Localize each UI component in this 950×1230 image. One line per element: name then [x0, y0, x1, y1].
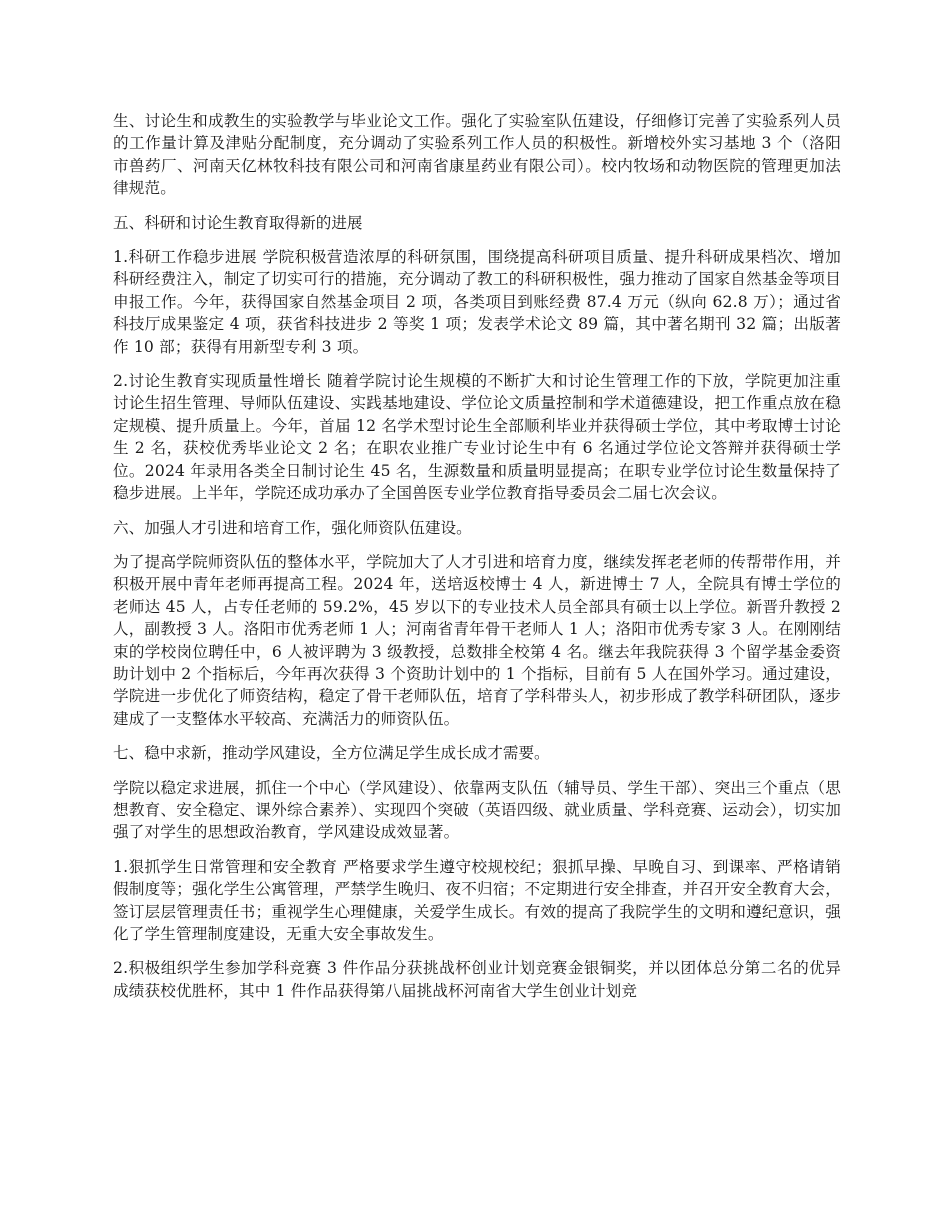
paragraph-study-style-overview: 学院以稳定求进展，抓住一个中心（学风建设）、依靠两支队伍（辅导员、学生干部）、突出三个重点（思想教育、安全稳定、课外综合素养）、实现四个突破（英语四级、就业质量、学科竞赛、运动会），切实加强了对学生的思想政治教育，学风建设成效显著。	[113, 778, 841, 842]
paragraph-graduate-education: 2.讨论生教育实现质量性增长 随着学院讨论生规模的不断扩大和讨论生管理工作的下放，学院更加注重讨论生招生管理、导师队伍建设、实践基地建设、学位论文质量控制和学术道德建设，把工作重点放在稳定规模、提升质量上。今年，首届 12 名学术型讨论生全部顺利毕业并获得硕士学位，其中考取博士讨论生 2 名，获校优秀毕业论文 2 名；在职农业推广专业讨论生中有 6 名通过学位论文答辩并获得硕士学位。2024 年录用各类全日制讨论生 45 名，生源数量和质量明显提高；在职专业学位讨论生数量保持了稳步进展。上半年，学院还成功承办了全国兽医专业学位教育指导委员会二届七次会议。	[113, 372, 841, 503]
paragraph-student-management: 1.狠抓学生日常管理和安全教育 严格要求学生遵守校规校纪；狠抓早操、早晚自习、到课率、严格请销假制度等；强化学生公寓管理，严禁学生晚归、夜不归宿；不定期进行安全排查，并召开安全教育大会，签订层层管理责任书；重视学生心理健康，关爱学生成长。有效的提高了我院学生的文明和遵纪意识，强化了学生管理制度建设，无重大安全事故发生。	[113, 857, 841, 943]
section-heading-research: 五、科研和讨论生教育取得新的进展	[113, 213, 363, 232]
paragraph-competitions: 2.积极组织学生参加学科竞赛 3 件作品分获挑战杯创业计划竞赛金银铜奖，并以团体总分第二名的优异成绩获校优胜杯，其中 1 件作品获得第八届挑战杯河南省大学生创业计划竞	[113, 959, 841, 1000]
paragraph-lab-construction: 生、讨论生和成教生的实验教学与毕业论文工作。强化了实验室队伍建设，仔细修订完善了实验系列人员的工作量计算及津贴分配制度，充分调动了实验系列工作人员的积极性。新增校外实习基地 3 个（洛阳市兽药厂、河南天亿林牧科技有限公司和河南省康星药业有限公司）。校内牧场和动物医院的管理更加法律规范。	[113, 112, 841, 198]
document-page	[113, 110, 841, 1014]
section-heading-talent: 六、加强人才引进和培育工作，强化师资队伍建设。	[113, 518, 472, 537]
section-heading-study-style: 七、稳中求新，推动学风建设，全方位满足学生成长成才需要。	[113, 744, 550, 763]
paragraph-research-progress: 1.科研工作稳步进展 学院积极营造浓厚的科研氛围，围绕提高科研项目质量、提升科研成果档次、增加科研经费注入，制定了切实可行的措施，充分调动了教工的科研积极性，强力推动了国家自然基金等项目申报工作。今年，获得国家自然基金项目 2 项，各类项目到账经费 87.4 万元（纵向 62.8 万）；通过省科技厅成果鉴定 4 项，获省科技进步 2 等奖 1 项；发表学术论文 89 篇，其中著名期刊 32 篇；出版著作 10 部；获得有用新型专利 3 项。	[113, 248, 841, 356]
paragraph-faculty-building: 为了提高学院师资队伍的整体水平，学院加大了人才引进和培育力度，继续发挥老老师的传帮带作用，并积极开展中青年老师再提高工程。2024 年，送培返校博士 4 人，新进博士 7 人，全院具有博士学位的老师达 45 人，占专任老师的 59.2%，45 岁以下的专业技术人员全部具有硕士以上学位。新晋升教授 2 人，副教授 3 人。洛阳市优秀老师 1 人；河南省青年骨干老师人 1 人；洛阳市优秀专家 3 人。在刚刚结束的学校岗位聘任中，6 人被评聘为 3 级教授，总数排全校第 4 名。继去年我院获得 3 个留学基金委资助计划中 2 个指标后，今年再次获得 3 个资助计划中的 1 个指标，目前有 5 人在国外学习。通过建设，学院进一步优化了师资结构，稳定了骨干老师队伍，培育了学科带头人，初步形成了教学科研团队，逐步建成了一支整体水平较高、充满活力的师资队伍。	[113, 552, 841, 728]
